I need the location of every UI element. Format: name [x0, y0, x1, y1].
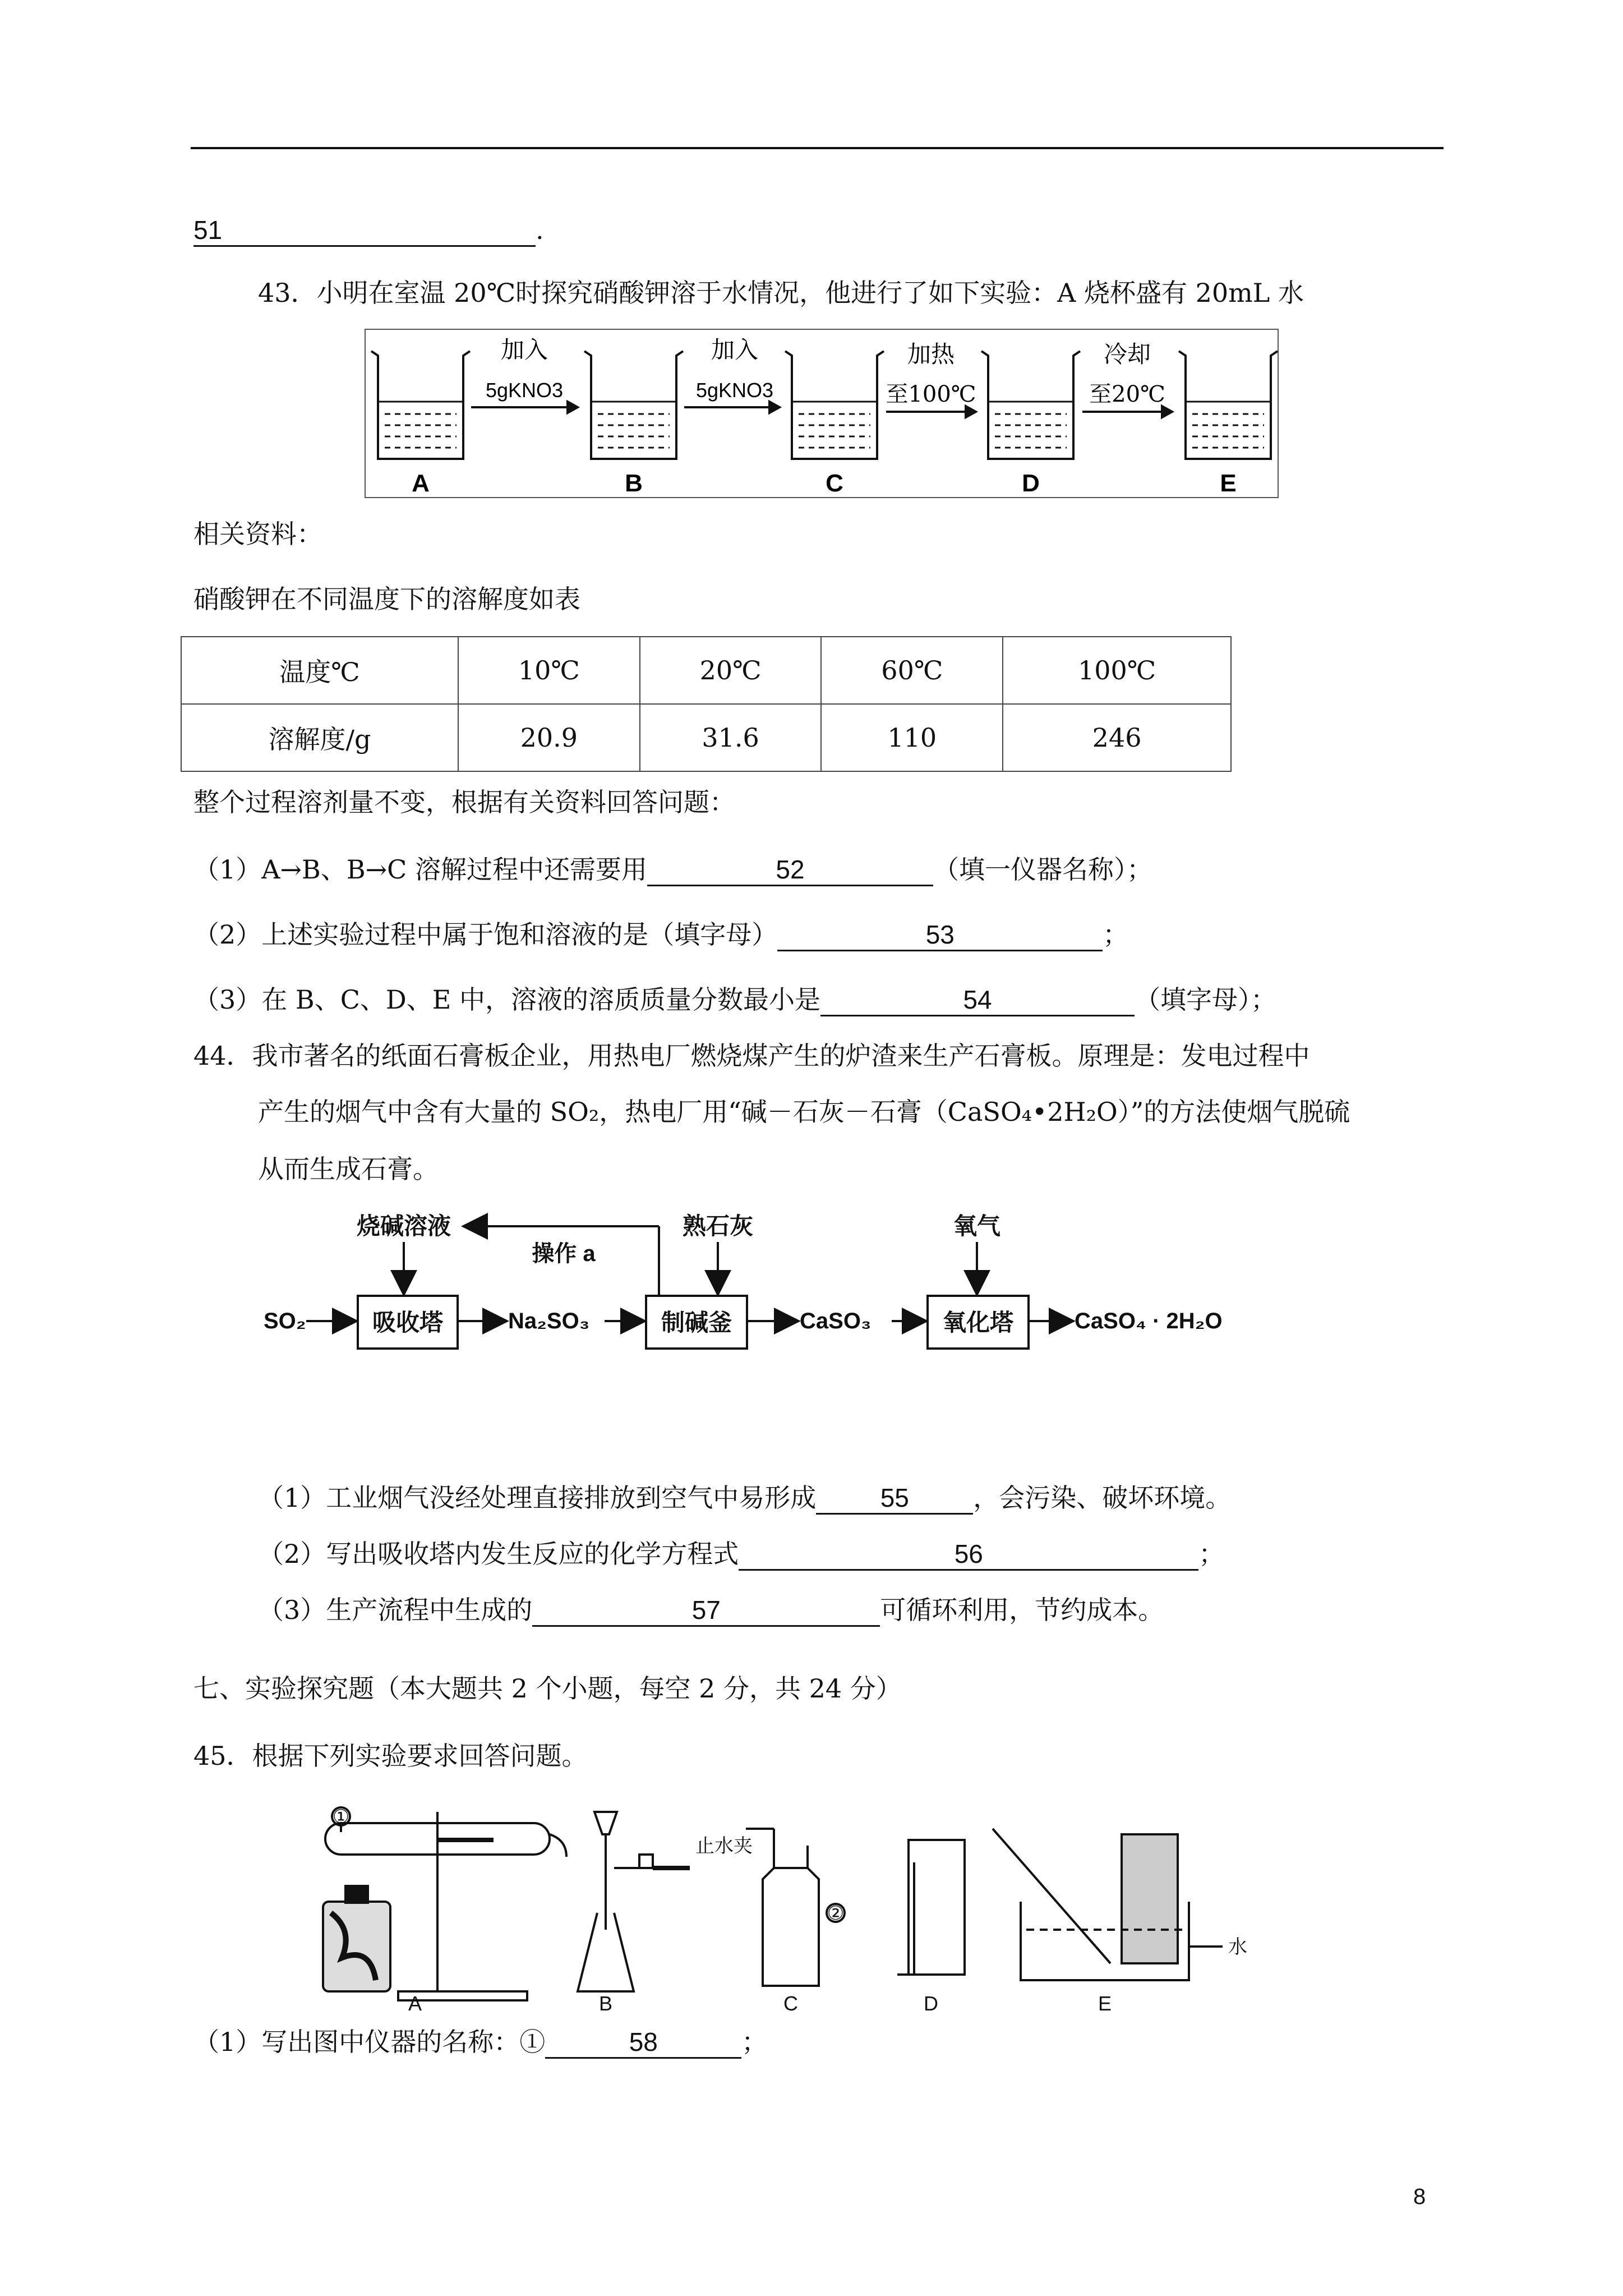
flow-naoh: 烧碱溶液: [356, 1213, 451, 1239]
q43-stem: 43．小明在室温 20℃时探究硝酸钾溶于水情况，他进行了如下实验：A 烧杯盛有 20mL 水: [258, 278, 1304, 308]
step3-bottom: 至100℃: [886, 381, 976, 407]
beaker-label-a: A: [412, 470, 430, 497]
q45-apparatus-figure: [314, 1801, 1357, 2014]
table-cell: 100℃: [1003, 637, 1231, 704]
blank-number: 58: [629, 2027, 658, 2056]
apparatus-b: [578, 1812, 690, 1991]
blank-number: 56: [954, 1539, 983, 1568]
arrow-head: [1162, 406, 1172, 417]
table-cell: 31.6: [640, 704, 822, 771]
beaker-label-b: B: [625, 470, 643, 497]
table-row: [181, 637, 1231, 704]
flow-box1-label: 吸收塔: [372, 1309, 444, 1336]
item-text: （2）上述实验过程中属于饱和溶液的是（填字母）: [193, 919, 778, 950]
apparatus-label-c: C: [783, 1992, 798, 2014]
answer-line-51: [193, 213, 544, 247]
q44-item-2: [258, 1537, 1224, 1571]
q44-stem-line-3: 从而生成石膏。: [258, 1154, 439, 1184]
apparatus-label-d: D: [924, 1992, 938, 2014]
item-text: ；: [1198, 1539, 1225, 1569]
step2-bottom: 5gKNO3: [695, 379, 774, 402]
item-text: 可循环利用，节约成本。: [880, 1595, 1164, 1625]
q44-item-1: [258, 1481, 1231, 1515]
q44-stem-line-2: 产生的烟气中含有大量的 SO₂，热电厂用“碱－石灰－石膏（CaSO₄•2H₂O）”的方法使烟气脱硫: [258, 1097, 1350, 1127]
table-cell: 溶解度/g: [181, 704, 458, 771]
arrow-head: [568, 402, 578, 413]
flow-op-a: 操作 a: [532, 1241, 596, 1266]
apparatus-label-b: B: [598, 1992, 613, 2014]
period: .: [536, 215, 544, 245]
section-7-heading: 七、实验探究题（本大题共 2 个小题，每空 2 分，共 24 分）: [193, 1673, 902, 1704]
blank-57[interactable]: [532, 1595, 880, 1627]
beaker-c: [785, 351, 884, 459]
water-label: 水: [1228, 1936, 1247, 1958]
item-text: （2）写出吸收塔内发生反应的化学方程式: [258, 1539, 739, 1569]
table-cell: 20.9: [458, 704, 640, 771]
item-text: ，会污染、破坏环境。: [973, 1483, 1232, 1513]
step1-bottom: 5gKNO3: [485, 379, 564, 402]
table-row: [181, 704, 1231, 771]
table-cell: 60℃: [821, 637, 1003, 704]
header-rule: [191, 147, 1444, 149]
blank-54[interactable]: [820, 984, 1135, 1016]
apparatus-d: [897, 1840, 965, 1975]
item-text: （3）在 B、C、D、E 中，溶液的溶质质量分数最小是: [193, 984, 820, 1015]
q43-item-1: [193, 853, 1152, 886]
step3-top: 加热: [907, 341, 955, 368]
apparatus-label-a: A: [408, 1992, 422, 2014]
step2-top: 加入: [711, 336, 759, 364]
item-text: （填字母）；: [1134, 984, 1276, 1015]
beaker-label-c: C: [826, 470, 843, 497]
item-text: （1）写出图中仪器的名称：①: [193, 2027, 546, 2057]
flow-so2: SO₂: [264, 1309, 306, 1333]
table-cell: 温度℃: [181, 637, 458, 704]
q45-item-1: [193, 2025, 767, 2059]
item-text: （3）生产流程中生成的: [258, 1595, 533, 1625]
blank-number: 51: [193, 215, 223, 245]
blank-58[interactable]: [545, 2027, 741, 2059]
step4-bottom: 至20℃: [1089, 381, 1165, 407]
flow-na2so3: Na₂SO₃: [508, 1309, 590, 1333]
beaker-b: [584, 351, 683, 459]
flow-caso3: CaSO₃: [800, 1309, 872, 1333]
q44-item-3: [258, 1593, 1164, 1627]
apparatus-label-e: E: [1098, 1992, 1112, 2014]
blank-number: 57: [691, 1595, 721, 1625]
table-cell: 10℃: [458, 637, 640, 704]
flow-lime: 熟石灰: [682, 1213, 754, 1239]
item-text: （填一仪器名称）；: [933, 854, 1152, 885]
page-number: 8: [1413, 2184, 1426, 2209]
q45-stem: 45．根据下列实验要求回答问题。: [193, 1741, 588, 1771]
q43-note: 整个过程溶剂量不变，根据有关资料回答问题：: [193, 787, 735, 817]
blank-55[interactable]: [816, 1483, 973, 1515]
step1-top: 加入: [500, 336, 548, 364]
blank-number: 53: [925, 920, 955, 949]
table-cell: 110: [821, 704, 1003, 771]
blank-number: 52: [776, 855, 805, 884]
apparatus-e: [993, 1829, 1223, 1980]
item-text: ；: [741, 2027, 768, 2057]
apparatus-a: [323, 1807, 566, 2000]
item-text: （1）工业烟气没经处理直接排放到空气中易形成: [258, 1483, 817, 1513]
beaker-d: [981, 351, 1080, 459]
blank-number: 54: [963, 985, 992, 1014]
arrow-head: [769, 402, 780, 413]
blank-number: 55: [880, 1483, 909, 1512]
solubility-table: [181, 636, 1232, 772]
q43-item-2: [193, 918, 1128, 951]
beaker-a: [371, 351, 470, 459]
table-cell: 20℃: [640, 637, 822, 704]
blank-52[interactable]: [647, 854, 933, 886]
clip-label: 止水夹: [695, 1835, 753, 1857]
blank-51[interactable]: [193, 215, 536, 247]
beaker-label-e: E: [1220, 470, 1237, 497]
beaker-e: [1179, 351, 1278, 459]
q44-flow-diagram: [258, 1206, 1267, 1363]
q43-info-label: 相关资料：: [193, 519, 322, 549]
step4-top: 冷却: [1103, 341, 1151, 368]
item-text: ；: [1103, 919, 1129, 950]
arrow-head: [966, 406, 976, 417]
marker-1: ①: [332, 1806, 350, 1828]
item-text: （1）A→B、B→C 溶解过程中还需要用: [193, 854, 647, 885]
flow-oxygen: 氧气: [953, 1213, 1001, 1239]
marker-2: ②: [827, 1902, 845, 1925]
flow-product: CaSO₄ · 2H₂O: [1075, 1309, 1223, 1333]
blank-53[interactable]: [777, 919, 1103, 951]
q43-item-3: [193, 983, 1276, 1016]
q44-stem-line-1: 44．我市著名的纸面石膏板企业，用热电厂燃烧煤产生的炉渣来生产石膏板。原理是：发电过程中: [193, 1041, 1310, 1071]
table-cell: 246: [1003, 704, 1231, 771]
q43-beaker-figure: [365, 329, 1279, 504]
blank-56[interactable]: [739, 1539, 1198, 1571]
q43-table-caption: 硝酸钾在不同温度下的溶解度如表: [193, 584, 580, 614]
beaker-label-d: D: [1022, 470, 1040, 497]
flow-box3-label: 氧化塔: [942, 1309, 1014, 1336]
flow-box2-label: 制碱釜: [661, 1309, 732, 1336]
